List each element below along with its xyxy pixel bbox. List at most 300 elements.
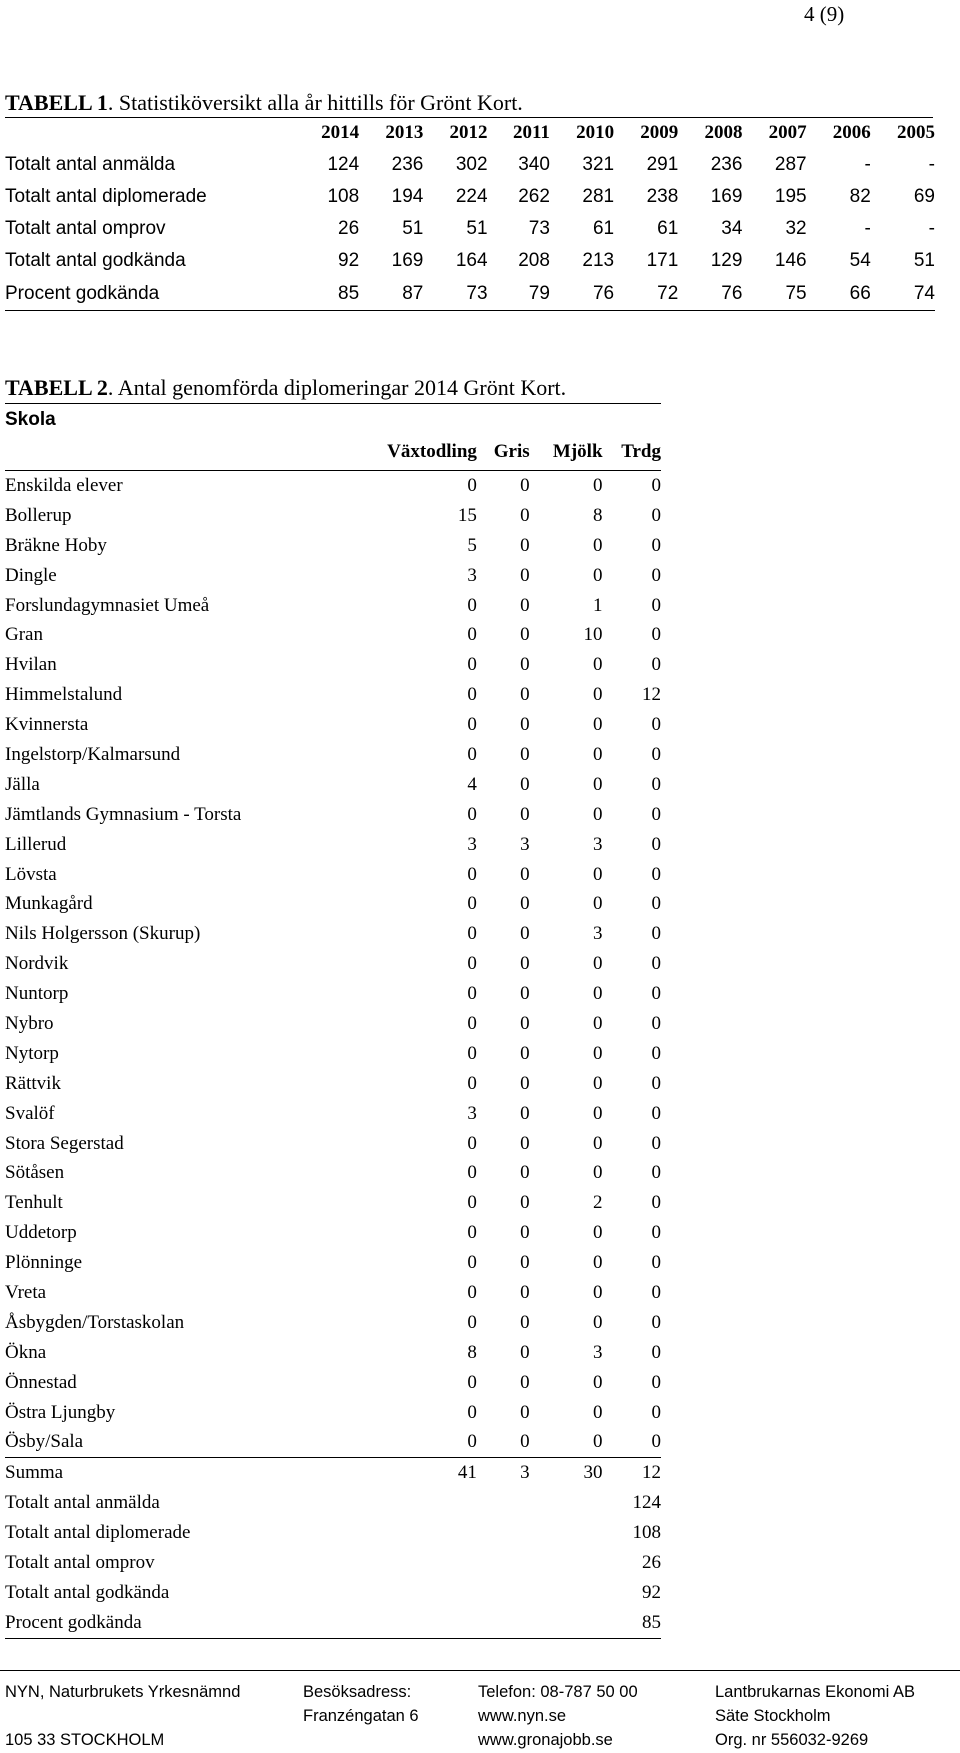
table-cell: 0 [593,714,603,736]
school-name: Önnestad [5,1371,77,1393]
table-cell: 0 [651,654,661,676]
footer-contact [478,1680,638,1752]
total-value: 92 [642,1581,661,1603]
school-name: Munkagård [5,893,93,915]
table2-header-row [5,434,661,471]
table-row [5,1368,661,1398]
table-cell: 0 [593,983,603,1005]
school-name: Svalöf [5,1102,55,1124]
table-row [5,740,661,770]
table-cell: 0 [520,504,530,526]
school-name: Plönninge [5,1252,83,1274]
table-cell: 0 [467,1012,477,1034]
page-number: 4 (9) [804,2,845,26]
table-cell: 0 [520,1431,530,1453]
table-cell: 0 [467,1431,477,1453]
footer-link-nyn[interactable]: www.nyn.se [478,1707,567,1725]
table-cell: 75 [742,277,806,311]
table-row [5,1099,661,1129]
table2-title-text: . Antal genomförda diplomeringar 2014 Grönt Kort. [107,375,567,400]
table-cell: 0 [593,773,603,795]
school-name: Lövsta [5,863,57,885]
total-row [5,1608,661,1638]
table-cell: 0 [467,893,477,915]
table-row [5,501,661,531]
table1-statistics [5,117,935,311]
table1-title [5,90,523,116]
table-cell: 287 [774,154,807,175]
table-cell: 0 [520,594,530,616]
table-cell: 10 [583,624,603,646]
row-label: Procent godkända [5,277,295,311]
table-cell: 0 [467,624,477,646]
table-cell: 0 [467,654,477,676]
school-name: Dingle [5,564,57,586]
table2-title [5,375,566,401]
table1-corner-cell [5,117,295,149]
table-cell: 0 [593,564,603,586]
total-row [5,1578,661,1608]
table1-year-header: 2013 [385,122,424,143]
table-cell: 74 [871,277,935,311]
table-cell: 0 [520,1281,530,1303]
table-cell: 0 [651,833,661,855]
table-cell: 0 [651,1431,661,1453]
table1-year-header: 2007 [768,122,807,143]
table-row [5,1188,661,1218]
total-row [5,1518,661,1548]
table1-year-header: 2009 [640,122,679,143]
footer-line: 105 33 STOCKHOLM [5,1731,165,1749]
total-row [5,1548,661,1578]
table-cell: 51 [466,218,488,239]
table-cell: 0 [520,1012,530,1034]
table-cell: 0 [520,1192,530,1214]
table-cell: 0 [520,983,530,1005]
table-cell: 72 [614,277,678,311]
table-cell: 0 [467,594,477,616]
summa-cell: 3 [477,1458,530,1488]
table-cell: 92 [338,250,360,271]
table-cell: 302 [455,154,488,175]
table-cell: - [928,218,935,239]
table-cell: 0 [467,1401,477,1423]
table-cell: 0 [651,1341,661,1363]
table-cell: 0 [520,1341,530,1363]
table-row [5,471,661,501]
table-cell: 0 [651,1192,661,1214]
table-cell: 340 [518,154,550,175]
school-name: Himmelstalund [5,684,123,706]
footer-organization [5,1680,240,1752]
table-row [5,1278,661,1308]
table-cell: 0 [467,1132,477,1154]
table2-top-rule [5,403,661,404]
table-cell: 12 [642,684,661,706]
table-cell: 208 [518,250,550,271]
table1-year-header: 2011 [512,122,550,143]
table-cell: 0 [651,564,661,586]
table-cell: 0 [593,893,603,915]
table-cell: 0 [651,504,661,526]
table-cell: 3 [520,833,530,855]
table-row [5,531,661,561]
table-cell: 0 [520,1042,530,1064]
table-cell: 3 [593,1341,603,1363]
table-cell: 0 [520,1401,530,1423]
table-cell: 291 [646,154,679,175]
table-cell: 0 [651,1072,661,1094]
table-cell: 236 [391,154,424,175]
table-cell: 0 [651,1162,661,1184]
school-name: Ökna [5,1341,47,1363]
table-cell: 0 [520,1252,530,1274]
table-cell: 0 [520,923,530,945]
table-cell: 0 [520,714,530,736]
footer-line: Franzéngatan 6 [303,1707,419,1725]
table2-column-header: Växtodling [345,434,477,471]
table-row [5,1218,661,1248]
table-cell: 0 [651,983,661,1005]
table-cell: 0 [651,1371,661,1393]
table1-title-label: TABELL 1 [5,90,108,115]
table-cell: 0 [651,1311,661,1333]
summa-cell: 30 [530,1458,603,1488]
table-cell: - [928,154,935,175]
table-row [5,149,935,181]
total-label: Totalt antal anmälda [5,1492,160,1514]
school-name: Jälla [5,773,40,795]
table-cell: 0 [593,684,603,706]
total-value: 26 [642,1552,661,1573]
footer-rule [0,1670,960,1671]
school-name: Forslundagymnasiet Umeå [5,594,210,616]
table-cell: 0 [520,773,530,795]
table1-header-row [5,117,935,149]
table-cell: 82 [849,186,871,207]
table1-year-header: 2006 [832,122,871,143]
school-name: Nordvik [5,953,69,975]
table-row [5,1158,661,1188]
table-cell: 0 [467,803,477,825]
table-cell: 169 [710,186,743,207]
table-row [5,650,661,680]
table-cell: 34 [721,218,743,239]
table-row [5,591,661,621]
table-cell: 0 [467,1192,477,1214]
table-cell: 238 [646,186,679,207]
table-cell: 0 [467,714,477,736]
table-cell: 0 [520,534,530,556]
table-cell: 0 [651,1012,661,1034]
table-cell: 0 [467,953,477,975]
table2-column-header: Trdg [603,434,661,471]
table-cell: 0 [651,624,661,646]
table-cell: 0 [467,1222,477,1244]
table-row [5,949,661,979]
table-cell: 3 [593,923,603,945]
summa-cell: 12 [603,1458,661,1488]
table-cell: 213 [582,250,615,271]
table-cell: 66 [807,277,871,311]
summa-label: Summa [5,1458,345,1488]
table-cell: 0 [593,1431,603,1453]
table-cell: - [864,154,871,175]
table-cell: 3 [467,1102,477,1124]
table-cell: 73 [423,277,487,311]
table-cell: 3 [593,833,603,855]
table-cell: 0 [593,803,603,825]
total-value: 85 [603,1608,661,1638]
table-cell: 4 [467,773,477,795]
table-cell: 0 [651,773,661,795]
table-cell: 8 [467,1341,477,1363]
table-cell: 0 [467,1371,477,1393]
school-name: Uddetorp [5,1222,77,1244]
table-cell: 0 [520,474,530,496]
table-cell: 0 [651,923,661,945]
table-cell: 0 [593,1401,603,1423]
school-name: Ösby/Sala [5,1431,84,1453]
table-cell: 0 [651,803,661,825]
school-name: Nytorp [5,1042,59,1064]
table-cell: 0 [651,1252,661,1274]
table1-year-header: 2010 [576,122,615,143]
table-cell: 171 [646,250,679,271]
table-cell: 0 [651,1042,661,1064]
table-cell: 0 [651,1222,661,1244]
table-cell: 76 [678,277,742,311]
table-cell: 51 [913,250,935,271]
total-label: Totalt antal godkända [5,1581,170,1603]
table-cell: 0 [467,1281,477,1303]
table-row [5,860,661,890]
table-cell: 2 [593,1192,603,1214]
table-cell: 61 [592,218,615,239]
table-cell: 0 [651,893,661,915]
table-cell: 0 [593,1281,603,1303]
table-cell: 0 [651,1401,661,1423]
table-cell: 0 [593,953,603,975]
school-name: Kvinnersta [5,714,89,736]
table-cell: 0 [593,654,603,676]
school-name: Nils Holgersson (Skurup) [5,923,201,945]
table-row [5,800,661,830]
table-cell: 0 [520,564,530,586]
table-cell: 0 [520,624,530,646]
table-row [5,979,661,1009]
table2-column-header: Gris [477,434,530,471]
table1-year-header: 2012 [449,122,488,143]
footer-line: Besöksadress: [303,1683,412,1701]
table2-corner-cell [5,434,345,471]
table-row [5,213,935,245]
table1-year-header: 2005 [897,122,935,143]
table-row [5,620,661,650]
school-name: Lillerud [5,833,67,855]
table-row [5,830,661,860]
table-cell: 32 [785,218,807,239]
table-cell: 224 [455,186,488,207]
table-row [5,1039,661,1069]
table-cell: 0 [651,863,661,885]
school-name: Bräkne Hoby [5,534,107,556]
total-label: Totalt antal omprov [5,1552,155,1573]
table-row [5,770,661,800]
table-cell: 0 [593,1072,603,1094]
total-value: 124 [632,1492,661,1514]
table-cell: 0 [651,743,661,765]
table2-school-header: Skola [5,409,56,430]
school-name: Gran [5,624,43,646]
footer-line [5,1704,240,1728]
table-cell: 54 [849,250,871,271]
footer-line: NYN, Naturbrukets Yrkesnämnd [5,1683,241,1701]
table-cell: 0 [520,1132,530,1154]
row-label: Totalt antal omprov [5,218,166,239]
table-row [5,1338,661,1368]
footer-visiting-address [303,1680,419,1752]
footer-line: Org. nr 556032-9269 [715,1731,869,1749]
table-cell: 85 [295,277,359,311]
table-row [5,710,661,740]
school-name: Sötåsen [5,1162,65,1184]
total-label: Totalt antal diplomerade [5,1522,191,1544]
table-cell: 0 [520,684,530,706]
table-cell: 51 [402,218,424,239]
table-cell: 79 [488,277,550,311]
table-cell: 129 [710,250,743,271]
table-cell: 194 [391,186,424,207]
school-name: Nuntorp [5,983,69,1005]
table-cell: 0 [651,594,661,616]
table-cell: 0 [467,684,477,706]
table-cell: 0 [593,863,603,885]
table-cell: 281 [582,186,615,207]
school-name: Stora Segerstad [5,1132,124,1154]
footer-company [715,1680,915,1752]
table-cell: 0 [593,1132,603,1154]
school-name: Nybro [5,1012,54,1034]
table-cell: 69 [913,186,935,207]
table-cell: 321 [582,154,615,175]
table-row [5,889,661,919]
school-name: Rättvik [5,1072,61,1094]
table-cell: 0 [593,1222,603,1244]
table-cell: 0 [467,743,477,765]
table-row [5,1009,661,1039]
table-cell: 262 [518,186,550,207]
school-name: Vreta [5,1281,47,1303]
table-cell: 0 [520,1311,530,1333]
table-cell: 124 [327,154,360,175]
school-name: Åsbygden/Torstaskolan [5,1311,185,1333]
table-cell: 0 [520,654,530,676]
table-cell: 0 [651,474,661,496]
footer-line: Lantbrukarnas Ekonomi AB [715,1683,915,1701]
school-name: Bollerup [5,504,72,526]
table-cell: 0 [467,1072,477,1094]
table-cell: 0 [467,474,477,496]
table-cell: 87 [359,277,423,311]
table-cell: 0 [467,1311,477,1333]
table-cell: 0 [593,1311,603,1333]
table-row [5,680,661,710]
table-cell: 26 [338,218,360,239]
table-cell: 5 [467,534,477,556]
total-row [5,1488,661,1518]
table-row [5,1129,661,1159]
table-cell: 164 [455,250,488,271]
table-cell: 236 [710,154,743,175]
footer-link-gronajobb[interactable]: www.gronajobb.se [478,1731,613,1749]
table-cell: - [864,218,871,239]
table-cell: 3 [467,564,477,586]
table-cell: 0 [593,534,603,556]
table-cell: 0 [651,534,661,556]
table-cell: 0 [520,1371,530,1393]
table-row [5,561,661,591]
table-cell: 0 [593,1012,603,1034]
total-label: Procent godkända [5,1608,345,1638]
table2-diplomas [5,434,661,1639]
table-cell: 15 [457,504,477,526]
table-cell: 0 [467,863,477,885]
table-cell: 0 [651,1281,661,1303]
table2-column-header: Mjölk [530,434,603,471]
table-cell: 0 [520,893,530,915]
school-name: Enskilda elever [5,474,123,496]
table-cell: 0 [593,743,603,765]
table-row [5,245,935,277]
table-cell: 146 [774,250,807,271]
row-label: Totalt antal diplomerade [5,186,207,207]
table-cell: 0 [467,1042,477,1064]
table-cell: 0 [520,1102,530,1124]
table-row [5,1069,661,1099]
table-cell: 0 [593,474,603,496]
table-cell: 0 [651,953,661,975]
table-row [5,1428,661,1458]
table-cell: 0 [520,743,530,765]
table2-title-label: TABELL 2 [5,375,108,400]
table-cell: 0 [593,1252,603,1274]
table-row [5,1248,661,1278]
table-cell: 8 [593,504,603,526]
table-cell: 0 [520,1072,530,1094]
table1-year-header: 2014 [321,122,360,143]
school-name: Östra Ljungby [5,1401,116,1423]
summa-row [5,1458,661,1488]
table-row [5,277,935,311]
table-cell: 169 [391,250,424,271]
table-cell: 0 [651,1132,661,1154]
table-cell: 0 [467,1252,477,1274]
table-cell: 0 [520,803,530,825]
table1-year-header: 2008 [704,122,743,143]
table-cell: 1 [593,594,603,616]
table-cell: 0 [520,863,530,885]
footer-phone: Telefon: 08-787 50 00 [478,1683,638,1701]
table-cell: 0 [651,1102,661,1124]
table-cell: 108 [327,186,360,207]
table-row [5,1398,661,1428]
table-cell: 0 [520,1162,530,1184]
footer-line: Säte Stockholm [715,1707,831,1725]
total-value: 108 [632,1522,661,1544]
row-label: Totalt antal godkända [5,250,186,271]
footer-line [303,1728,419,1752]
